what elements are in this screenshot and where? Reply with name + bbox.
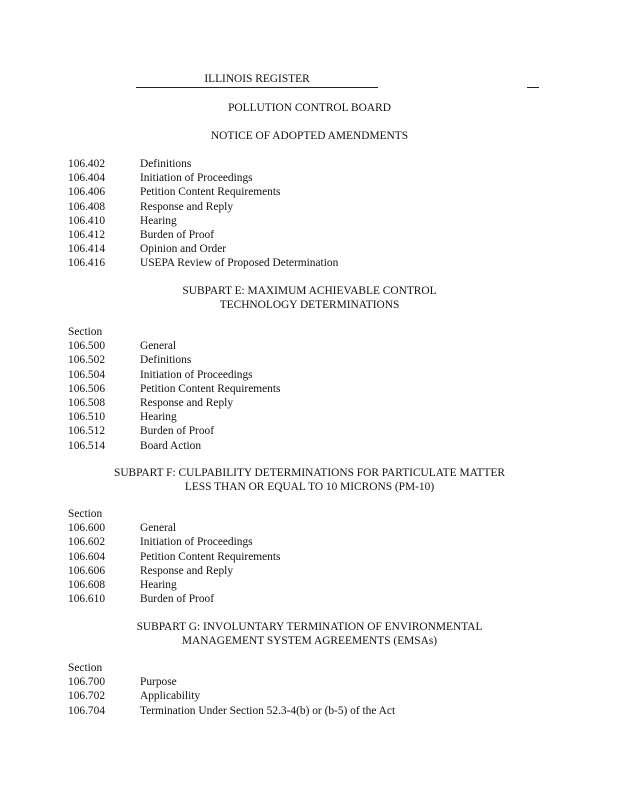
- section-title: Initiation of Proceedings: [140, 368, 253, 381]
- section-title: General: [140, 522, 177, 535]
- section-number: 106.502: [68, 354, 106, 367]
- section-number: 106.412: [68, 228, 106, 241]
- section-row: [68, 578, 280, 592]
- section-number: 106.504: [68, 368, 106, 381]
- subpart-g-heading-cont: MANAGEMENT SYSTEM AGREEMENTS (EMSAs): [181, 635, 438, 647]
- section-title: Petition Content Requirements: [140, 382, 281, 395]
- section-title: Termination Under Section 52.3-4(b) or (b-5) of the Act: [140, 704, 396, 717]
- register-title: ILLINOIS REGISTER: [136, 72, 378, 88]
- subpart-e-heading: SUBPART E: MAXIMUM ACHIEVABLE CONTROL: [182, 285, 437, 297]
- section-title: Opinion and Order: [140, 243, 227, 256]
- section-title: Definitions: [140, 354, 192, 367]
- section-row: [68, 592, 280, 606]
- section-number: 106.416: [68, 257, 106, 270]
- section-number: 106.610: [68, 593, 106, 606]
- section-number: 106.408: [68, 200, 106, 213]
- section-label: Section: [68, 662, 103, 674]
- section-title: Response and Reply: [140, 396, 234, 409]
- section-row: [68, 439, 280, 453]
- section-row: [68, 535, 280, 549]
- section-row: [68, 704, 395, 718]
- section-number: 106.404: [68, 172, 106, 185]
- section-title: Initiation of Proceedings: [140, 172, 253, 185]
- section-row: [68, 689, 395, 703]
- section-label: Section: [68, 326, 103, 338]
- subpart-g-section-list: [68, 661, 395, 718]
- subpart-g-heading: SUBPART G: INVOLUNTARY TERMINATION OF ENVIRONMENTAL: [136, 621, 483, 633]
- section-title: Definitions: [140, 158, 192, 170]
- section-number: 106.414: [68, 243, 106, 256]
- section-number: 106.600: [68, 522, 106, 535]
- section-row: [68, 521, 280, 535]
- section-number: 106.702: [68, 690, 106, 703]
- section-number: 106.608: [68, 578, 106, 591]
- section-row: [68, 675, 395, 689]
- section-title: Hearing: [140, 411, 177, 424]
- section-row: [68, 185, 338, 199]
- section-title: Applicability: [140, 690, 201, 703]
- subpart-f-heading: SUBPART F: CULPABILITY DETERMINATIONS FOR PARTICULATE MATTER: [113, 467, 506, 479]
- section-row: [68, 256, 338, 270]
- register-header: [0, 72, 619, 88]
- section-title: Burden of Proof: [140, 228, 215, 241]
- subpart-d-section-list: [68, 157, 338, 271]
- section-title: Burden of Proof: [140, 425, 215, 438]
- section-number: 106.512: [68, 425, 106, 438]
- section-row: [68, 368, 280, 382]
- section-row: [68, 410, 280, 424]
- section-number: 106.506: [68, 382, 106, 395]
- section-row: [68, 564, 280, 578]
- section-number: 106.410: [68, 214, 106, 227]
- section-row: [68, 339, 280, 353]
- section-number: 106.700: [68, 676, 106, 689]
- header-rule: [527, 87, 539, 88]
- agency-name: POLLUTION CONTROL BOARD: [228, 102, 391, 114]
- section-title: Initiation of Proceedings: [140, 536, 253, 549]
- section-title: Hearing: [140, 578, 177, 591]
- section-label: Section: [68, 508, 103, 520]
- notice-title: NOTICE OF ADOPTED AMENDMENTS: [210, 130, 409, 142]
- section-row: [68, 171, 338, 185]
- section-row: [68, 228, 338, 242]
- section-title: Board Action: [140, 439, 202, 452]
- section-row: [68, 353, 280, 367]
- section-row: [68, 424, 280, 438]
- section-title: Burden of Proof: [140, 593, 215, 606]
- section-number: 106.406: [68, 186, 106, 199]
- section-title: USEPA Review of Proposed Determination: [140, 257, 339, 270]
- section-title: Hearing: [140, 214, 177, 227]
- section-number: 106.514: [68, 439, 106, 452]
- section-title: Response and Reply: [140, 564, 234, 577]
- section-row: [68, 214, 338, 228]
- section-row: [68, 382, 280, 396]
- section-title: Petition Content Requirements: [140, 550, 281, 563]
- section-row: [68, 157, 338, 171]
- section-row: [68, 200, 338, 214]
- section-title: Petition Content Requirements: [140, 186, 281, 199]
- section-title: Response and Reply: [140, 200, 234, 213]
- section-number: 106.606: [68, 564, 106, 577]
- subpart-e-section-list: [68, 325, 280, 453]
- subpart-e-heading-cont: TECHNOLOGY DETERMINATIONS: [219, 299, 400, 311]
- section-row: [68, 242, 338, 256]
- section-number: 106.510: [68, 411, 106, 424]
- section-row: [68, 396, 280, 410]
- section-row: [68, 550, 280, 564]
- section-title: Purpose: [140, 676, 177, 689]
- section-number: 106.500: [68, 340, 106, 353]
- section-number: 106.604: [68, 550, 106, 563]
- section-number: 106.508: [68, 396, 106, 409]
- subpart-f-section-list: [68, 507, 280, 606]
- section-number: 106.602: [68, 536, 106, 549]
- section-number: 106.402: [68, 158, 106, 170]
- section-title: General: [140, 340, 177, 353]
- subpart-f-heading-cont: LESS THAN OR EQUAL TO 10 MICRONS (PM-10): [184, 481, 435, 493]
- section-number: 106.704: [68, 704, 106, 717]
